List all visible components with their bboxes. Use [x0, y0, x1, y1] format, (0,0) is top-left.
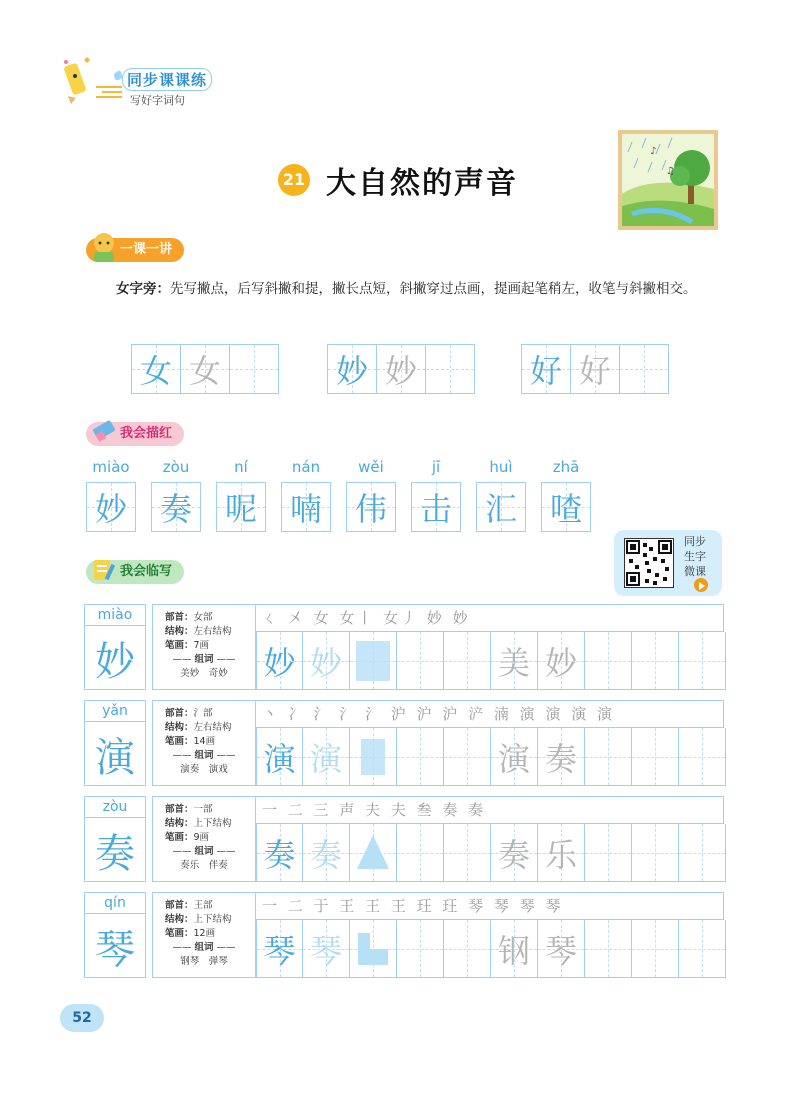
- ghost-cell[interactable]: [303, 728, 350, 786]
- model-char: 奏: [263, 835, 296, 874]
- blank-writing-cell[interactable]: [444, 824, 491, 882]
- model-char: 妙: [263, 643, 296, 682]
- blank-writing-cell[interactable]: [585, 728, 632, 786]
- lesson-title: 大自然的声音: [326, 166, 518, 201]
- qr-code-icon[interactable]: [624, 538, 674, 588]
- pencil-mascot-icon: [62, 56, 122, 106]
- example-cell: [521, 344, 571, 394]
- blank-writing-cell[interactable]: [632, 728, 679, 786]
- structure-value: 左右结构: [193, 722, 232, 733]
- model-cell: [256, 728, 303, 786]
- stroke-order: ㄑ 㐅 女 女丨 女丿 妙 妙: [256, 604, 724, 632]
- example-cell[interactable]: [376, 344, 426, 394]
- model-char: 琴: [263, 931, 296, 970]
- trace-cell[interactable]: [86, 482, 136, 532]
- trace-pinyin: nán: [291, 458, 321, 476]
- ghost-cell[interactable]: [303, 920, 350, 978]
- blank-writing-cell[interactable]: [679, 728, 726, 786]
- example-word-char: 演: [497, 739, 530, 778]
- trace-cell[interactable]: [411, 482, 461, 532]
- example-char: 妙: [335, 352, 368, 390]
- blank-writing-cell[interactable]: [679, 632, 726, 690]
- blank-writing-cell[interactable]: [444, 632, 491, 690]
- eraser-icon: [90, 416, 118, 446]
- trace-cell[interactable]: [151, 482, 201, 532]
- radical-label: 部首：: [165, 804, 194, 815]
- svg-text:♫: ♫: [666, 166, 675, 177]
- ghost-char: 妙: [309, 643, 342, 682]
- copy-pinyin: yǎn: [102, 703, 128, 719]
- example-cell: [131, 344, 181, 394]
- trace-char: 击: [419, 490, 452, 528]
- copy-row: [84, 700, 724, 786]
- trace-char: 喃: [289, 490, 322, 528]
- partial-cell[interactable]: [350, 632, 397, 690]
- example-word-cell: [491, 920, 538, 978]
- copy-pinyin: miào: [97, 607, 133, 623]
- partial-stroke-shape: [355, 833, 391, 873]
- trace-pinyin: ní: [234, 458, 248, 476]
- copy-char-box: [84, 700, 146, 786]
- section-trace-pill: [86, 422, 184, 446]
- example-char: 女: [139, 352, 172, 390]
- copy-writing-cells: [256, 632, 726, 690]
- words-value: 钢琴 弹琴: [180, 956, 228, 967]
- strokes-value: 12画: [193, 928, 216, 939]
- copy-char: 妙: [95, 638, 135, 685]
- structure-label: 结构：: [165, 914, 194, 925]
- example-cell: [327, 344, 377, 394]
- blank-writing-cell[interactable]: [397, 824, 444, 882]
- blank-writing-cell[interactable]: [585, 920, 632, 978]
- structure-label: 结构：: [165, 818, 194, 829]
- stroke-order: 丶 冫 氵 氵 氵 沪 沪 沪 浐 湳 演 演 演 演: [256, 700, 724, 728]
- radical-value: 王部: [193, 900, 213, 911]
- radical-label: 部首：: [165, 708, 194, 719]
- partial-cell[interactable]: [350, 920, 397, 978]
- example-ghost-char: 好: [578, 352, 611, 390]
- copy-writing-cells: [256, 728, 726, 786]
- copy-pinyin: zòu: [102, 799, 128, 815]
- ghost-cell[interactable]: [303, 824, 350, 882]
- example-word-char: 乐: [544, 835, 577, 874]
- rain-landscape-illustration: [618, 130, 718, 230]
- copy-row: [84, 892, 724, 978]
- example-word-char: 奏: [544, 739, 577, 778]
- copy-char-box: [84, 796, 146, 882]
- partial-stroke-shape: [356, 931, 390, 967]
- trace-cell[interactable]: [476, 482, 526, 532]
- strokes-label: 笔画：: [165, 736, 194, 747]
- example-cell[interactable]: [180, 344, 230, 394]
- stroke-order: 一 二 于 王 王 王 玨 玨 琴 琴 琴 琴: [256, 892, 724, 920]
- blank-writing-cell[interactable]: [229, 344, 279, 394]
- radical-value: 女部: [193, 612, 213, 623]
- trace-pinyin-row: [86, 458, 591, 476]
- qr-code-panel[interactable]: [614, 530, 722, 596]
- model-cell: [256, 920, 303, 978]
- radical-label: 部首：: [165, 900, 194, 911]
- page-number: 52: [60, 1004, 104, 1032]
- trace-char: 伟: [354, 490, 387, 528]
- example-word-cell: [538, 920, 585, 978]
- radical-note: [90, 276, 730, 302]
- svg-text:♪: ♪: [650, 146, 657, 157]
- trace-pinyin: wěi: [358, 458, 384, 476]
- lesson-number-badge: 21: [278, 164, 310, 196]
- trace-pinyin: zhā: [552, 458, 580, 476]
- model-cell: [256, 632, 303, 690]
- trace-cell[interactable]: [346, 482, 396, 532]
- example-word-char: 美: [497, 643, 530, 682]
- trace-pinyin: jī: [431, 458, 441, 476]
- section-lecture-pill: [86, 238, 184, 262]
- section-lecture-label: 一课一讲: [120, 242, 173, 257]
- example-cell[interactable]: [570, 344, 620, 394]
- blank-writing-cell[interactable]: [679, 920, 726, 978]
- radical-value: 一部: [193, 804, 213, 815]
- example-word-cell: [538, 632, 585, 690]
- blank-writing-cell[interactable]: [397, 920, 444, 978]
- words-label: 组词: [194, 750, 214, 761]
- words-value: 演奏 演戏: [180, 764, 228, 775]
- structure-value: 上下结构: [193, 818, 232, 829]
- copy-row: [84, 796, 724, 882]
- strokes-label: 笔画：: [165, 928, 194, 939]
- copy-char: 琴: [95, 926, 135, 973]
- ghost-char: 演: [309, 739, 342, 778]
- decor-lines-icon: [96, 84, 124, 98]
- partial-cell[interactable]: [350, 824, 397, 882]
- words-value: 美妙 奇妙: [180, 668, 228, 679]
- blank-writing-cell[interactable]: [425, 344, 475, 394]
- copy-char-box: [84, 604, 146, 690]
- copy-writing-cells: [256, 920, 726, 978]
- example-ghost-char: 妙: [384, 352, 417, 390]
- ghost-cell[interactable]: [303, 632, 350, 690]
- trace-pinyin: zòu: [162, 458, 190, 476]
- words-label: 组词: [194, 942, 214, 953]
- blank-writing-cell[interactable]: [585, 824, 632, 882]
- trace-char: 奏: [159, 490, 192, 528]
- blank-writing-cell[interactable]: [632, 632, 679, 690]
- brand-title: 同步课课练: [122, 68, 212, 91]
- radical-example-group-1: [132, 344, 279, 394]
- ghost-char: 琴: [309, 931, 342, 970]
- blank-writing-cell[interactable]: [444, 920, 491, 978]
- trace-char: 喳: [549, 490, 582, 528]
- example-char: 好: [529, 352, 562, 390]
- trace-char: 呢: [224, 490, 257, 528]
- copy-info-box: 部首：女部 结构：左右结构 笔画：7画 —— 组词 —— 美妙 奇妙: [152, 604, 256, 690]
- example-word-cell: [538, 824, 585, 882]
- copy-info-box: 部首：王部 结构：上下结构 笔画：12画 —— 组词 —— 钢琴 弹琴: [152, 892, 256, 978]
- blank-writing-cell[interactable]: [632, 824, 679, 882]
- example-word-char: 妙: [544, 643, 577, 682]
- copy-char-box: [84, 892, 146, 978]
- copy-pinyin: qín: [104, 895, 126, 911]
- example-word-char: 钢: [497, 931, 530, 970]
- words-label: 组词: [194, 846, 214, 857]
- example-word-cell: [491, 824, 538, 882]
- structure-value: 上下结构: [193, 914, 232, 925]
- model-char: 演: [263, 739, 296, 778]
- section-trace-label: 我会描红: [120, 426, 173, 441]
- ghost-char: 奏: [309, 835, 342, 874]
- blank-writing-cell[interactable]: [632, 920, 679, 978]
- strokes-label: 笔画：: [165, 832, 194, 843]
- radical-value: 氵部: [193, 708, 213, 719]
- model-cell: [256, 824, 303, 882]
- structure-label: 结构：: [165, 626, 194, 637]
- trace-char: 汇: [484, 490, 517, 528]
- radical-label: 部首：: [165, 612, 194, 623]
- partial-cell[interactable]: [350, 728, 397, 786]
- example-word-cell: [491, 728, 538, 786]
- example-ghost-char: 女: [188, 352, 221, 390]
- structure-value: 左右结构: [193, 626, 232, 637]
- copy-info-box: 部首：一部 结构：上下结构 笔画：9画 —— 组词 —— 奏乐 伴奏: [152, 796, 256, 882]
- blank-writing-cell[interactable]: [619, 344, 669, 394]
- trace-char: 妙: [94, 490, 127, 528]
- example-word-cell: [491, 632, 538, 690]
- copy-writing-cells: [256, 824, 726, 882]
- radical-note-text: 先写撇点，后写斜撇和提，撇长点短，斜撇穿过点画，提画起笔稍左，收笔与斜撇相交。: [170, 281, 697, 297]
- strokes-value: 9画: [193, 832, 210, 843]
- words-value: 奏乐 伴奏: [180, 860, 228, 871]
- blank-writing-cell[interactable]: [397, 632, 444, 690]
- words-label: 组词: [194, 654, 214, 665]
- copy-char: 奏: [95, 830, 135, 877]
- play-icon[interactable]: [694, 578, 708, 592]
- blank-writing-cell[interactable]: [585, 632, 632, 690]
- qr-label: 同步生字微课: [684, 535, 706, 578]
- section-copy-pill: [86, 560, 184, 584]
- stroke-order: 一 二 三 声 夫 夫 叁 奏 奏: [256, 796, 724, 824]
- copy-char: 演: [95, 734, 135, 781]
- trace-char-row: [86, 482, 591, 532]
- notebook-pencil-icon: [90, 554, 118, 584]
- blank-writing-cell[interactable]: [397, 728, 444, 786]
- copy-info-box: 部首：氵部 结构：左右结构 笔画：14画 —— 组词 —— 演奏 演戏: [152, 700, 256, 786]
- trace-pinyin: miào: [92, 458, 130, 476]
- trace-cell[interactable]: [541, 482, 591, 532]
- copy-row: [84, 604, 724, 690]
- strokes-label: 笔画：: [165, 640, 194, 651]
- section-copy-label: 我会临写: [120, 564, 173, 579]
- blank-writing-cell[interactable]: [679, 824, 726, 882]
- brand-subtitle: 写好字词句: [130, 94, 185, 107]
- blank-writing-cell[interactable]: [444, 728, 491, 786]
- radical-example-group-3: [522, 344, 669, 394]
- boy-avatar-icon: [90, 232, 118, 262]
- radical-example-group-2: [328, 344, 475, 394]
- trace-pinyin: huì: [489, 458, 513, 476]
- strokes-value: 14画: [193, 736, 216, 747]
- trace-cell[interactable]: [216, 482, 266, 532]
- strokes-value: 7画: [193, 640, 210, 651]
- trace-cell[interactable]: [281, 482, 331, 532]
- radical-note-lead: 女字旁：: [116, 281, 170, 297]
- example-word-char: 奏: [497, 835, 530, 874]
- example-word-cell: [538, 728, 585, 786]
- example-word-char: 琴: [544, 931, 577, 970]
- structure-label: 结构：: [165, 722, 194, 733]
